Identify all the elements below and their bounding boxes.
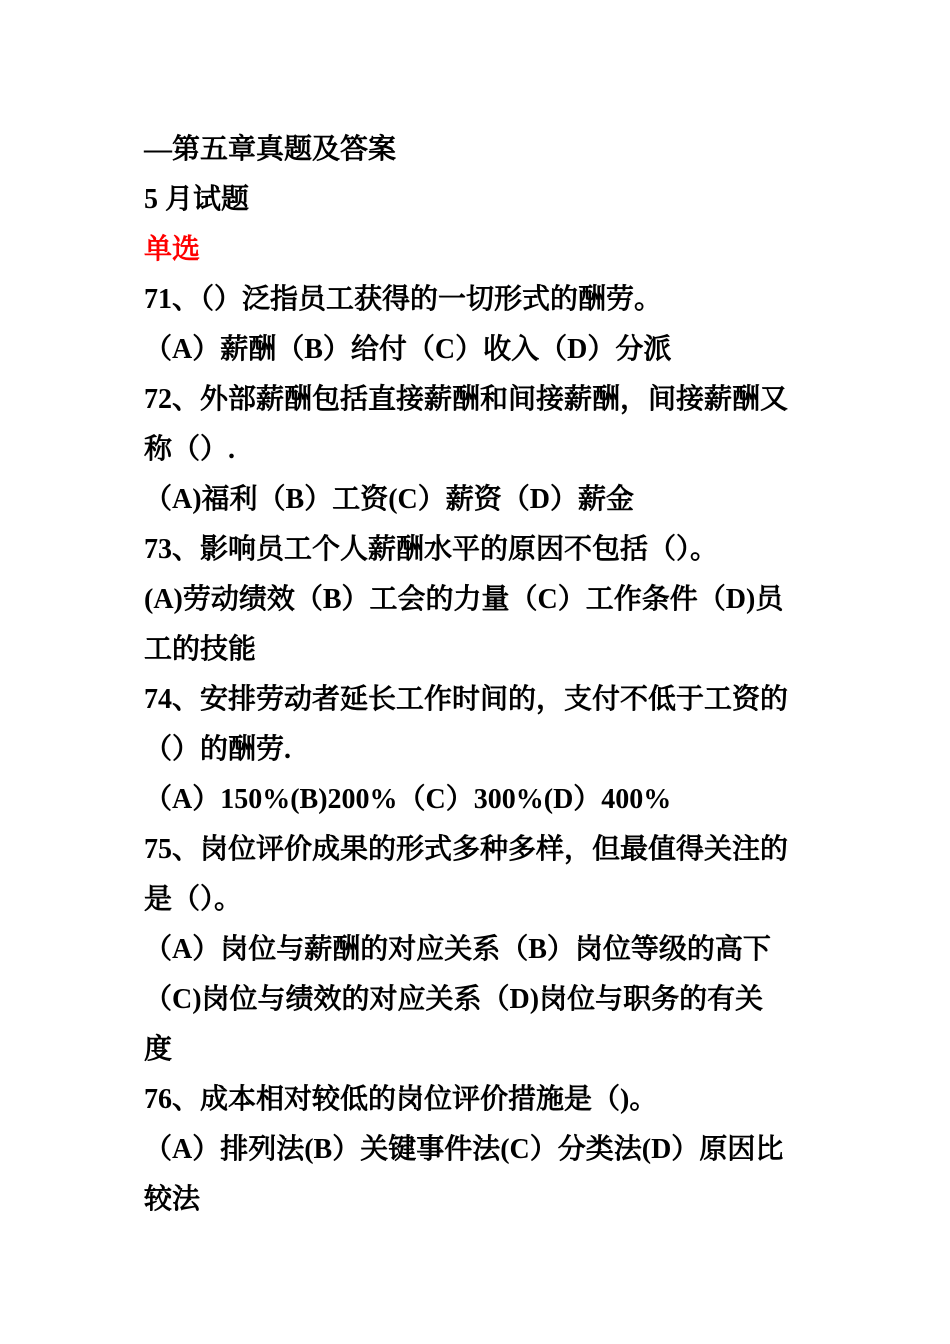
question-73: 73、影响员工个人薪酬水平的原因不包括（）。: [144, 534, 719, 565]
question-73-options-cont: 工的技能: [144, 634, 257, 665]
question-75: 75、岗位评价成果的形式多种多样，但最值得关注的: [144, 834, 789, 865]
question-72-cont: 称（）.: [144, 434, 236, 465]
question-74: 74、安排劳动者延长工作时间的，支付不低于工资的: [144, 684, 789, 715]
question-71: 71、（）泛指员工获得的一切形式的酬劳。: [144, 284, 663, 315]
question-74-options: （A）150%(B)200%（C）300%(D）400%: [144, 784, 672, 815]
question-72: 72、外部薪酬包括直接薪酬和间接薪酬，间接薪酬又: [144, 384, 789, 415]
question-76: 76、成本相对较低的岗位评价措施是（)。: [144, 1084, 658, 1115]
question-75-options-end: 度: [144, 1034, 173, 1065]
document-subtitle: 5 月试题: [144, 184, 250, 215]
question-76-options: （A）排列法(B）关键事件法(C）分类法(D）原因比: [144, 1134, 784, 1165]
question-75-options-cont: （C)岗位与绩效的对应关系（D)岗位与职务的有关: [144, 984, 764, 1015]
question-72-options: （A)福利（B）工资(C）薪资（D）薪金: [144, 484, 634, 515]
question-73-options: (A)劳动绩效（B）工会的力量（C）工作条件（D)员: [144, 584, 784, 615]
document-page: [144, 125, 814, 1225]
document-title: —第五章真题及答案: [144, 134, 397, 165]
section-heading: 单选: [144, 234, 201, 265]
question-74-cont: （）的酬劳.: [144, 734, 292, 765]
question-75-options: （A）岗位与薪酬的对应关系（B）岗位等级的高下: [144, 934, 771, 965]
question-75-cont: 是（）。: [144, 884, 243, 915]
question-76-options-cont: 较法: [144, 1184, 201, 1215]
question-71-options: （A）薪酬（B）给付（C）收入（D）分派: [144, 334, 672, 365]
